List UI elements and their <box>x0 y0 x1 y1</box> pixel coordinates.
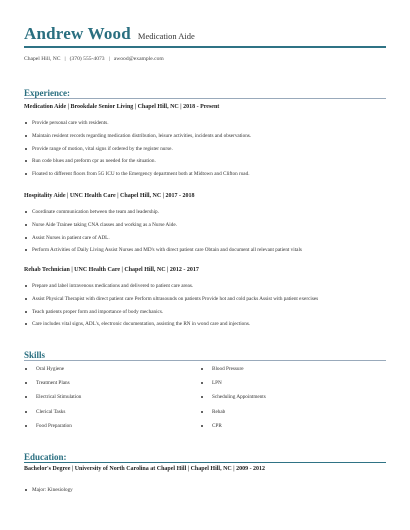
job-bullet-list <box>24 283 384 334</box>
job-bullet: Coordinate communication between the team and leadership. <box>24 209 384 222</box>
education-degree: Bachelor's Degree | University of North Carolina at Chapel Hill | Chapel Hill, NC | 2009 - 2012 <box>24 466 266 472</box>
contact-email: awood@example.com <box>113 56 164 62</box>
education-heading: Education: <box>24 452 67 462</box>
job-bullet: Provide range of motion, vital signs if ordered by the register nurse. <box>24 146 384 159</box>
skill-item: Rehab <box>200 409 266 423</box>
job-bullet: Teach patients proper form and importance of body mechanics. <box>24 309 384 322</box>
header-divider <box>24 46 386 48</box>
education-divider <box>24 462 386 463</box>
contact-phone: (370) 555-4073 <box>69 56 105 62</box>
job-heading: Rehab Technician | UNC Health Care | Chapel Hill, NC | 2012 - 2017 <box>24 267 199 273</box>
job-heading: Hospitality Aide | UNC Health Care | Chapel Hill, NC | 2017 - 2018 <box>24 193 195 199</box>
job-bullet-list <box>24 209 384 260</box>
candidate-name: Andrew Wood <box>24 24 131 43</box>
experience-heading: Experience: <box>24 88 70 98</box>
job-bullet: Nurse Aide Trainee taking CNA classes and working as a Nurse Aide. <box>24 222 384 235</box>
contact-separator: | <box>64 56 66 62</box>
education-major: Major: Kinesiology <box>24 487 73 493</box>
job-bullet-list <box>24 120 384 184</box>
job-bullet: Floated to different floors from 5G ICU to the Emergency department both at Midtown and Clifton road. <box>24 171 384 184</box>
skill-item: Food Preparation <box>24 423 81 437</box>
skills-list-right <box>200 366 266 437</box>
experience-divider <box>24 98 386 99</box>
resume-header <box>24 24 386 44</box>
job-bullet: Assist Nurses in patient care of ADL. <box>24 235 384 248</box>
job-bullet: Care includes vital signs, ADL's, electronic documentation, assisting the RN in wond care and injections. <box>24 321 384 334</box>
skill-item: Scheduling Appointments <box>200 394 266 408</box>
skill-item: Treatment Plans <box>24 380 81 394</box>
skills-list-left <box>24 366 81 437</box>
job-bullet: Maintain resident records regarding medication distribution, leisure activities, incidents and observations. <box>24 133 384 146</box>
job-bullet: Prepare and label intravenous medications and delivered to patient care areas. <box>24 283 384 296</box>
contact-separator: | <box>108 56 110 62</box>
skill-item: Clerical Tasks <box>24 409 81 423</box>
name-row <box>24 24 386 44</box>
job-bullet: Perform Activities of Daily Living Assist Nurses and MD's with direct patient care Obtain and document all relevant patient vitals <box>24 247 384 260</box>
job-bullet: Assist Physical Therapist with direct patient care Perform ultrasounds on patients Provide hot and cold packs Assist with patient exercises <box>24 296 384 309</box>
skill-item: Blood Pressure <box>200 366 266 380</box>
contact-location: Chapel Hill, NC <box>24 56 61 62</box>
skill-item: LPN <box>200 380 266 394</box>
skills-divider <box>24 360 386 361</box>
candidate-role: Medication Aide <box>137 31 195 41</box>
skill-item: Electrical Stimulation <box>24 394 81 408</box>
job-bullet: Run code blues and preform cpr as needed for the situation. <box>24 158 384 171</box>
skill-item: Oral Hygiene <box>24 366 81 380</box>
job-bullet: Provide personal care with residents. <box>24 120 384 133</box>
job-heading: Medication Aide | Brookdale Senior Living | Chapel Hill, NC | 2018 - Present <box>24 104 220 110</box>
contact-line <box>24 56 164 62</box>
skills-heading: Skills <box>24 350 46 360</box>
skill-item: CPR <box>200 423 266 437</box>
